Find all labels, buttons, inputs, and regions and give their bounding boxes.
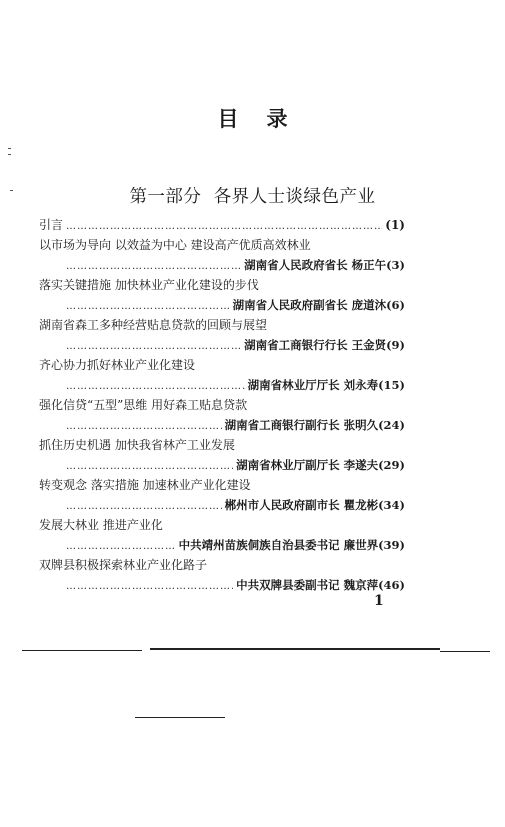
toc-entry-author-line[interactable] [39, 455, 405, 475]
toc-page-number: (6) [386, 298, 405, 312]
toc-entry-title: 引言 [39, 218, 64, 232]
toc-entry-title: 齐心协力抓好林业产业化建设 [39, 358, 196, 372]
toc-entry[interactable] [39, 215, 405, 235]
toc-entry-title-line[interactable] [39, 355, 405, 375]
toc-entry-author-line[interactable] [39, 495, 405, 515]
toc-entry-title-line[interactable] [39, 395, 405, 415]
dot-leader [66, 417, 222, 435]
toc-entry-title: 落实关键措施 加快林业产业化建设的步伐 [39, 278, 259, 292]
toc-entry-title: 抓住历史机遇 加快我省林产工业发展 [39, 438, 235, 452]
toc-entry-author-line[interactable] [39, 415, 405, 435]
dot-leader [66, 577, 233, 595]
dot-leader [66, 257, 241, 275]
toc-page-number: (1) [385, 218, 405, 232]
toc-page-number: (34) [378, 498, 405, 512]
toc-page-number: (29) [378, 458, 405, 472]
bottom-rule-left [22, 650, 142, 651]
toc-entry-title-line[interactable] [39, 275, 405, 295]
scan-mark [8, 154, 11, 155]
footnote-rule [135, 717, 225, 718]
dot-leader [66, 377, 245, 395]
dot-leader [66, 537, 176, 555]
table-of-contents [39, 215, 405, 595]
part-title: 第一部分 各界人士谈绿色产业 [129, 187, 376, 207]
toc-entry-author-line[interactable] [39, 255, 405, 275]
page-number: 1 [374, 593, 384, 609]
toc-entry-author: 湖南省工商银行行长 王金贤 [244, 338, 387, 352]
toc-page-number: (39) [378, 538, 405, 552]
dot-leader [66, 297, 230, 315]
toc-entry-title-line[interactable] [39, 435, 405, 455]
toc-entry-title-line[interactable] [39, 235, 405, 255]
dot-leader [66, 457, 233, 475]
toc-entry-author-line[interactable] [39, 575, 405, 595]
toc-entry-title: 湖南省森工多种经营贴息贷款的回顾与展望 [39, 318, 268, 332]
toc-entry-title-line[interactable] [39, 315, 405, 335]
toc-entry-author: 中共双牌县委副书记 魏京萍 [236, 578, 379, 592]
toc-entry-author: 湖南省工商银行副行长 张明久 [224, 418, 379, 432]
contents-heading: 目录 [217, 107, 316, 131]
toc-entry-author: 中共靖州苗族侗族自治县委书记 廉世界 [178, 538, 379, 552]
toc-entry-author: 湖南省人民政府省长 杨正午 [244, 258, 387, 272]
toc-entry-author: 湖南省林业厅厅长 刘永寿 [247, 378, 379, 392]
toc-entry-author: 湖南省林业厅副厅长 李遂夫 [236, 458, 379, 472]
toc-page-number: (3) [386, 258, 405, 272]
dot-leader [66, 497, 222, 515]
toc-entry-title-line[interactable] [39, 555, 405, 575]
toc-entry-title: 转变观念 落实措施 加速林业产业化建设 [39, 478, 251, 492]
toc-page-number: (46) [378, 578, 405, 592]
bottom-rule-center [150, 648, 440, 650]
toc-entry-title: 强化信贷“五型”思维 用好森工贴息贷款 [39, 398, 248, 412]
toc-entry-author-line[interactable] [39, 335, 405, 355]
toc-entry-title-line[interactable] [39, 515, 405, 535]
toc-entry-title: 双牌县积极探索林业产业化路子 [39, 558, 208, 572]
toc-entry-author-line[interactable] [39, 295, 405, 315]
toc-page-number: (15) [378, 378, 405, 392]
dot-leader [66, 217, 382, 235]
toc-entry-title: 以市场为导向 以效益为中心 建设高产优质高效林业 [39, 238, 311, 252]
toc-entry-title-line[interactable] [39, 475, 405, 495]
toc-entry-author: 湖南省人民政府副省长 庞道沐 [232, 298, 387, 312]
toc-entry-author-line[interactable] [39, 535, 405, 555]
toc-entry-author-line[interactable] [39, 375, 405, 395]
toc-page-number: (24) [378, 418, 405, 432]
toc-entry-author: 郴州市人民政府副市长 瞿龙彬 [224, 498, 379, 512]
bottom-rule-right [440, 651, 490, 652]
toc-page-number: (9) [386, 338, 405, 352]
toc-entry-title: 发展大林业 推进产业化 [39, 518, 163, 532]
dot-leader [66, 337, 241, 355]
scan-mark [8, 148, 11, 149]
